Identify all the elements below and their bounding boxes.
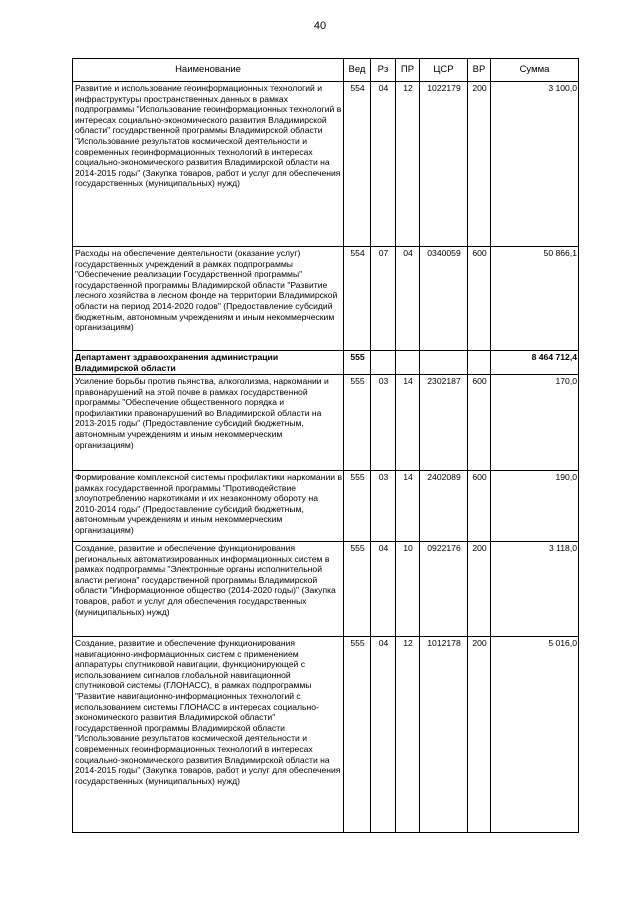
row-name: Создание, развитие и обеспечение функционирования региональных автоматизированных информационных систем в рамках подпрограммы "Электронные органы исполнительной власти региона" государственной программы Владимирской области "Информационное общество (2014-2020 годы)" (Закупка товаров, работ и услуг для обеспечения государственных (муниципальных) нужд) xyxy=(73,542,344,637)
row-ved: 555 xyxy=(344,471,371,542)
table-row xyxy=(73,637,579,833)
row-pr: 04 xyxy=(396,247,420,351)
header-rz: Рз xyxy=(371,59,396,82)
table-row xyxy=(73,247,579,351)
row-ved: 555 xyxy=(344,542,371,637)
table-row xyxy=(73,82,579,247)
row-pr: 10 xyxy=(396,542,420,637)
row-name: Расходы на обеспечение деятельности (оказание услуг) государственных учреждений в рамках подпрограммы "Обеспечение реализации Государственной программы" государственной программы Владимирской области "Развитие лесного хозяйства в лесном фонде на территории Владимирской области на период 2014-2020 годов" (Предоставление субсидий бюджетным, автономным учреждениям и иным некоммерческим организациям) xyxy=(73,247,344,351)
page-number: 40 xyxy=(313,20,327,32)
row-vr: 600 xyxy=(468,247,491,351)
row-sum: 50 866,1 xyxy=(491,247,579,351)
header-csr: ЦСР xyxy=(420,59,468,82)
row-csr: 0340059 xyxy=(420,247,468,351)
table-row xyxy=(73,375,579,471)
row-rz xyxy=(371,351,396,375)
header-vr: ВР xyxy=(468,59,491,82)
row-rz: 03 xyxy=(371,375,396,471)
row-sum: 170,0 xyxy=(491,375,579,471)
row-sum: 190,0 xyxy=(491,471,579,542)
header-name: Наименование xyxy=(73,59,344,82)
row-vr: 600 xyxy=(468,471,491,542)
header-ved: Вед xyxy=(344,59,371,82)
row-sum: 3 100,0 xyxy=(491,82,579,247)
row-sum: 8 464 712,4 xyxy=(491,351,579,375)
row-rz: 04 xyxy=(371,637,396,833)
row-csr: 2302187 xyxy=(420,375,468,471)
table-row xyxy=(73,471,579,542)
table-row-department xyxy=(73,351,579,375)
header-sum: Сумма xyxy=(491,59,579,82)
budget-table xyxy=(72,58,579,833)
row-ved: 554 xyxy=(344,82,371,247)
row-name: Усиление борьбы против пьянства, алкоголизма, наркомании и правонарушений на этой почве в рамках государственной программы "Обеспечение общественного порядка и профилактики правонарушений во Владимирской области на 2013-2015 годы" (Предоставление субсидий бюджетным, автономным учреждениям и иным некоммерческим организациям) xyxy=(73,375,344,471)
row-vr: 600 xyxy=(468,375,491,471)
table-row xyxy=(73,542,579,637)
table-header-row xyxy=(73,59,579,82)
row-pr: 14 xyxy=(396,471,420,542)
row-ved: 555 xyxy=(344,351,371,375)
row-name: Формирование комплексной системы профилактики наркомании в рамках государственной программы "Противодействие злоупотреблению наркотиками и их незаконному обороту на 2010-2014 годы" (Предоставление субсидий бюджетным, автономным учреждениям и иным некоммерческим организациям) xyxy=(73,471,344,542)
header-pr: ПР xyxy=(396,59,420,82)
row-vr: 200 xyxy=(468,542,491,637)
row-pr: 12 xyxy=(396,637,420,833)
row-vr: 200 xyxy=(468,637,491,833)
row-ved: 555 xyxy=(344,637,371,833)
row-rz: 04 xyxy=(371,82,396,247)
row-ved: 555 xyxy=(344,375,371,471)
row-csr xyxy=(420,351,468,375)
row-rz: 03 xyxy=(371,471,396,542)
row-csr: 0922176 xyxy=(420,542,468,637)
row-rz: 04 xyxy=(371,542,396,637)
row-pr xyxy=(396,351,420,375)
row-csr: 1022179 xyxy=(420,82,468,247)
row-vr xyxy=(468,351,491,375)
row-name: Развитие и использование геоинформационных технологий и инфраструктуры пространственных данных в рамках подпрограммы "Использование геоинформационных технологий в интересах социально-экономического развития Владимирской области" государственной программы Владимирской области "Использование результатов космической деятельности и современных геоинформационных технологий в интересах социально-экономического развития Владимирской области на 2014-2015 годы" (Закупка товаров, работ и услуг для обеспечения государственных (муниципальных) нужд) xyxy=(73,82,344,247)
row-sum: 3 118,0 xyxy=(491,542,579,637)
row-name: Департамент здравоохранения администрации Владимирской области xyxy=(73,351,344,375)
row-pr: 14 xyxy=(396,375,420,471)
row-sum: 5 016,0 xyxy=(491,637,579,833)
row-vr: 200 xyxy=(468,82,491,247)
row-name: Создание, развитие и обеспечение функционирования навигационно-информационных систем с применением аппаратуры спутниковой навигации, функционирующей с использованием сигналов глобальной навигационной спутниковой системы (ГЛОНАСС), в рамках подпрограммы "Развитие навигационно-информационных технологий с использованием системы ГЛОНАСС в интересах социально-экономического развития Владимирской области" государственной программы Владимирской области "Использование результатов космической деятельности и современных геоинформационных технологий в интересах социально-экономического развития Владимирской области на 2014-2015 годы" (Закупка товаров, работ и услуг для обеспечения государственных (муниципальных) нужд) xyxy=(73,637,344,833)
row-pr: 12 xyxy=(396,82,420,247)
row-csr: 1012178 xyxy=(420,637,468,833)
row-csr: 2402089 xyxy=(420,471,468,542)
row-rz: 07 xyxy=(371,247,396,351)
row-ved: 554 xyxy=(344,247,371,351)
